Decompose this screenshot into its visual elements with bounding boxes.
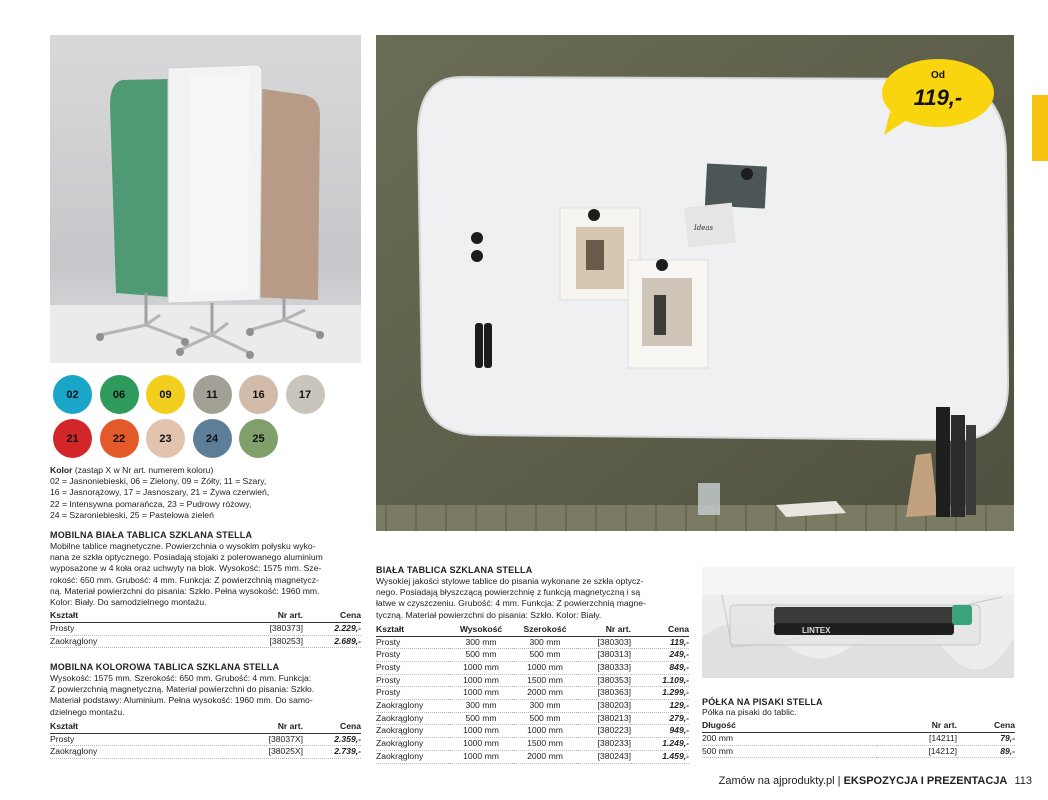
cell-length: 200 mm (702, 732, 877, 745)
cell-art: [380213] (577, 712, 631, 725)
col-header: Nr art. (577, 624, 631, 636)
color-swatch-02 (53, 375, 92, 414)
col-header: Szerokość (513, 624, 577, 636)
mobile-boards-photo (50, 35, 361, 363)
color-swatch-11 (193, 375, 232, 414)
swatch-code: 23 (159, 432, 172, 445)
cell-width: 1500 mm (513, 674, 577, 687)
footer-order-link[interactable]: Zamów na ajprodukty.pl (718, 775, 835, 787)
swatch-code: 02 (66, 388, 79, 401)
cell-width: 1000 mm (513, 725, 577, 738)
cell-shape: Prosty (50, 622, 223, 635)
cell-width: 500 mm (513, 649, 577, 662)
cell-art: [380243] (577, 750, 631, 763)
cell-price: 249,- (631, 649, 689, 662)
price-table (702, 720, 1015, 758)
cell-art: [38037X] (223, 733, 303, 746)
table-row (376, 636, 689, 649)
cell-width: 2000 mm (513, 687, 577, 700)
cell-art: [380203] (577, 700, 631, 713)
cell-width: 300 mm (513, 636, 577, 649)
cell-height: 1000 mm (449, 750, 513, 763)
cell-shape: Prosty (376, 649, 449, 662)
cell-price: 1.249,- (631, 738, 689, 751)
cell-shape: Zaokrąglony (376, 700, 449, 713)
cell-height: 500 mm (449, 649, 513, 662)
cell-shape: Zaokrąglony (376, 738, 449, 751)
cell-price: 2.689,- (303, 635, 361, 648)
cell-width: 500 mm (513, 712, 577, 725)
desc-line: Z powierzchnią magnetyczną. Materiał powierzchni do pisania: Szkło. (50, 684, 315, 695)
color-swatch-17 (286, 375, 325, 414)
table-row (50, 746, 361, 759)
pen-shelf-photo (702, 567, 1014, 678)
cell-price: 79,- (957, 732, 1015, 745)
table-row (376, 687, 689, 700)
color-swatch-06 (100, 375, 139, 414)
col-header: Długość (702, 720, 877, 732)
cell-price: 129,- (631, 700, 689, 713)
desc-line: rokość: 650 mm. Grubość: 4 mm. Funkcja: Z powierzchnią magnetycz- (50, 574, 319, 585)
color-legend (50, 465, 360, 521)
cell-shape: Prosty (376, 687, 449, 700)
desc-line: dzielnego montażu. (50, 706, 125, 717)
col-header: Cena (957, 720, 1015, 732)
price-table (376, 624, 689, 764)
badge-prefix: Od (931, 70, 945, 81)
mobile-boards-illustration (50, 35, 361, 363)
footer-separator: | (837, 775, 841, 787)
cell-height: 1000 mm (449, 738, 513, 751)
desc-line: Wysokość: 1575 mm. Szerokość: 650 mm. Grubość: 4 mm. Funkcja: (50, 673, 312, 683)
badge-price: 119,- (913, 85, 963, 110)
cell-art: [380223] (577, 725, 631, 738)
cell-height: 1000 mm (449, 661, 513, 674)
cell-art: [380333] (577, 661, 631, 674)
swatch-code: 09 (159, 388, 172, 401)
desc-line: ną. Materiał powierzchni do pisania: Szkło. Pełna wysokość: 1960 mm. (50, 585, 320, 596)
cell-height: 300 mm (449, 636, 513, 649)
cell-width: 2000 mm (513, 750, 577, 763)
desc-line: wyposażone w 4 koła oraz uchwyty na blok. Wysokość: 1575 mm. Sze- (50, 563, 322, 574)
col-header: Kształt (50, 721, 223, 733)
desc-line: Półka na pisaki do tablic. (702, 707, 797, 717)
swatch-code: 25 (252, 432, 265, 445)
footer-section: EKSPOZYCJA I PREZENTACJA (843, 775, 1008, 787)
table-row (50, 635, 361, 648)
table-row (702, 745, 1015, 758)
cell-shape: Zaokrąglony (50, 746, 223, 759)
color-swatch-21 (53, 419, 92, 458)
col-header: Nr art. (223, 610, 303, 622)
col-header: Kształt (50, 610, 223, 622)
price-badge (880, 57, 996, 137)
price-table (50, 610, 361, 648)
cell-art: [14212] (877, 745, 957, 758)
desc-line: łatwe w czyszczeniu. Grubość: 4 mm. Funkcja: Z powierzchnią magne- (376, 598, 646, 609)
product-title: PÓŁKA NA PISAKI STELLA (702, 697, 823, 707)
cell-length: 500 mm (702, 745, 877, 758)
cell-art: [380353] (577, 674, 631, 687)
cell-shape: Zaokrąglony (376, 750, 449, 763)
table-row (50, 733, 361, 746)
note-text: Ideas (694, 224, 714, 232)
color-swatch-23 (146, 419, 185, 458)
product-pen-shelf (702, 697, 1015, 758)
swatch-code: 11 (206, 388, 218, 401)
desc-line: nego. Posiadają błyszczącą powierzchnię z funkcją magnetyczną i są (376, 587, 641, 598)
section-tab-marker (1032, 95, 1048, 161)
col-header: Wysokość (449, 624, 513, 636)
cell-price: 2.739,- (303, 746, 361, 759)
cell-price: 119,- (631, 636, 689, 649)
cell-art: [380233] (577, 738, 631, 751)
cell-price: 89,- (957, 745, 1015, 758)
cell-shape: Prosty (376, 661, 449, 674)
cell-art: [38025X] (223, 746, 303, 759)
cell-art: [380253] (223, 635, 303, 648)
table-row (376, 649, 689, 662)
cell-price: 1.299,- (631, 687, 689, 700)
cell-price: 2.359,- (303, 733, 361, 746)
product-title: MOBILNA BIAŁA TABLICA SZKLANA STELLA (50, 530, 253, 540)
color-swatch-22 (100, 419, 139, 458)
cell-price: 2.229,- (303, 622, 361, 635)
price-table (50, 721, 361, 759)
color-swatch-25 (239, 419, 278, 458)
product-title: MOBILNA KOLOROWA TABLICA SZKLANA STELLA (50, 662, 280, 672)
cell-height: 1000 mm (449, 674, 513, 687)
table-row (376, 750, 689, 763)
product-mobile-color (50, 662, 361, 759)
desc-line: Wysokiej jakości stylowe tablice do pisania wykonane ze szkła optycz- (376, 576, 644, 586)
cell-width: 1000 mm (513, 661, 577, 674)
page-footer (719, 775, 1032, 787)
color-line: 16 = Jasnorążowy, 17 = Jasnoszary, 21 = Żywa czerwień, (50, 487, 270, 498)
color-legend-title: Kolor (50, 465, 73, 475)
cell-shape: Prosty (50, 733, 223, 746)
color-legend-note: (zastąp X w Nr art. numerem koloru) (74, 465, 214, 475)
swatch-code: 17 (298, 388, 312, 401)
cell-art: [380313] (577, 649, 631, 662)
cell-price: 1.109,- (631, 674, 689, 687)
cell-price: 849,- (631, 661, 689, 674)
col-header: Nr art. (223, 721, 303, 733)
cell-price: 279,- (631, 712, 689, 725)
swatch-code: 06 (112, 388, 126, 401)
cell-shape: Zaokrąglony (50, 635, 223, 648)
cell-shape: Prosty (376, 674, 449, 687)
product-title: BIAŁA TABLICA SZKLANA STELLA (376, 565, 533, 575)
cell-width: 300 mm (513, 700, 577, 713)
page-number: 113 (1014, 775, 1032, 787)
cell-height: 1000 mm (449, 725, 513, 738)
table-row (376, 738, 689, 751)
color-line: 02 = Jasnoniebieski, 06 = Zielony, 09 = Żółty, 11 = Szary, (50, 476, 267, 487)
cell-price: 949,- (631, 725, 689, 738)
swatch-code: 24 (205, 432, 219, 445)
table-row (50, 622, 361, 635)
table-row (376, 725, 689, 738)
desc-line: Materiał podstawy: Aluminium. Pełna wysokość: 1960 mm. Do samo- (50, 695, 313, 706)
cell-height: 1000 mm (449, 687, 513, 700)
color-swatch-24 (193, 419, 232, 458)
desc-line: Mobilne tablice magnetyczne. Powierzchnia o wysokim połysku wyko- (50, 541, 316, 551)
col-header: Cena (303, 610, 361, 622)
color-line: 22 = Intensywna pomarańcza, 23 = Pudrowy różowy, (50, 498, 252, 509)
table-row (376, 712, 689, 725)
color-swatch-16 (239, 375, 278, 414)
cell-height: 500 mm (449, 712, 513, 725)
cell-shape: Zaokrąglony (376, 725, 449, 738)
col-header: Cena (631, 624, 689, 636)
marker-brand: LINTEX (802, 626, 831, 635)
desc-line: tyczną. Materiał powierzchni do pisania: Szkło. Kolor: Biały. (376, 609, 602, 620)
table-row (376, 674, 689, 687)
desc-line: nana ze szkła optycznego. Posiadają stojaki z polerowanego aluminium (50, 552, 323, 563)
swatch-code: 21 (66, 432, 79, 445)
col-header: Cena (303, 721, 361, 733)
col-header: Kształt (376, 624, 449, 636)
cell-shape: Prosty (376, 636, 449, 649)
table-row (376, 661, 689, 674)
cell-shape: Zaokrąglony (376, 712, 449, 725)
cell-art: [14211] (877, 732, 957, 745)
cell-width: 1500 mm (513, 738, 577, 751)
desc-line: Kolor: Biały. Do samodzielnego montażu. (50, 597, 207, 608)
swatch-code: 22 (112, 432, 126, 445)
product-mobile-white (50, 530, 361, 648)
cell-height: 300 mm (449, 700, 513, 713)
cell-art: [380373] (223, 622, 303, 635)
product-white-wall (376, 565, 689, 764)
cell-art: [380363] (577, 687, 631, 700)
cell-price: 1.459,- (631, 750, 689, 763)
table-row (702, 732, 1015, 745)
cell-art: [380303] (577, 636, 631, 649)
table-row (376, 700, 689, 713)
pen-shelf-illustration (702, 567, 1014, 678)
color-line: 24 = Szaroniebieski, 25 = Pastelowa zieleń (50, 509, 214, 520)
swatch-code: 16 (252, 388, 265, 401)
color-swatch-09 (146, 375, 185, 414)
col-header: Nr art. (877, 720, 957, 732)
